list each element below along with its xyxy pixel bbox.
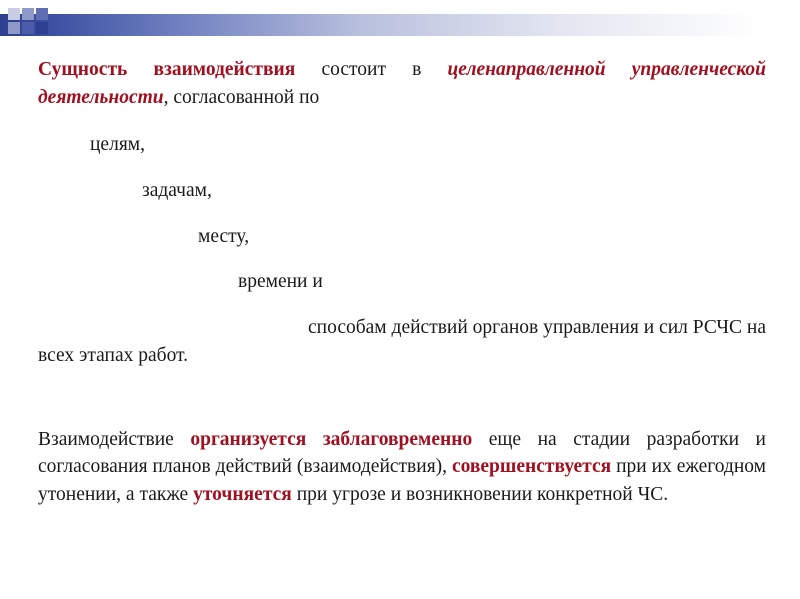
decorative-square [36,22,48,34]
list-item: времени и [238,271,323,293]
organization-emphasis-1: организуется заблаговременно [190,428,473,450]
decorative-square [22,22,34,34]
organization-middle-2: при их ежегодном утонении, а также [38,456,767,505]
organization-lead: Взаимодействие [38,428,191,450]
organization-tail: при угрозе и возникновении конкретной ЧС. [291,483,669,505]
header-squares-decoration [8,8,64,44]
list-item: целям, [90,134,146,156]
organization-emphasis-3: уточняется [193,483,292,505]
organization-middle-1: еще на стадии разработки и согласования планов действий (взаимодействия), [38,428,766,478]
organization-emphasis-2: совершенствуется [451,456,612,478]
decorative-square [8,22,20,34]
paragraph-definition-tail: способам действий органов управления и сил РСЧС на всех этапах работ. [38,317,766,366]
decorative-square [36,8,48,20]
header-gradient-band [0,14,800,36]
definition-tail: , согласованной по [163,86,320,108]
decorative-square [8,8,20,20]
decorative-square [22,8,34,20]
definition-emphasis: целенаправленной управленческой деятельности [38,59,766,108]
list-item: задачам, [142,180,212,202]
paragraph-definition [38,56,766,111]
definition-term: Сущность взаимодействия [38,59,296,80]
list-item: месту, [198,225,250,247]
paragraph-organization [38,426,766,509]
slide-content [38,56,768,509]
definition-connector: состоит в [295,59,448,80]
